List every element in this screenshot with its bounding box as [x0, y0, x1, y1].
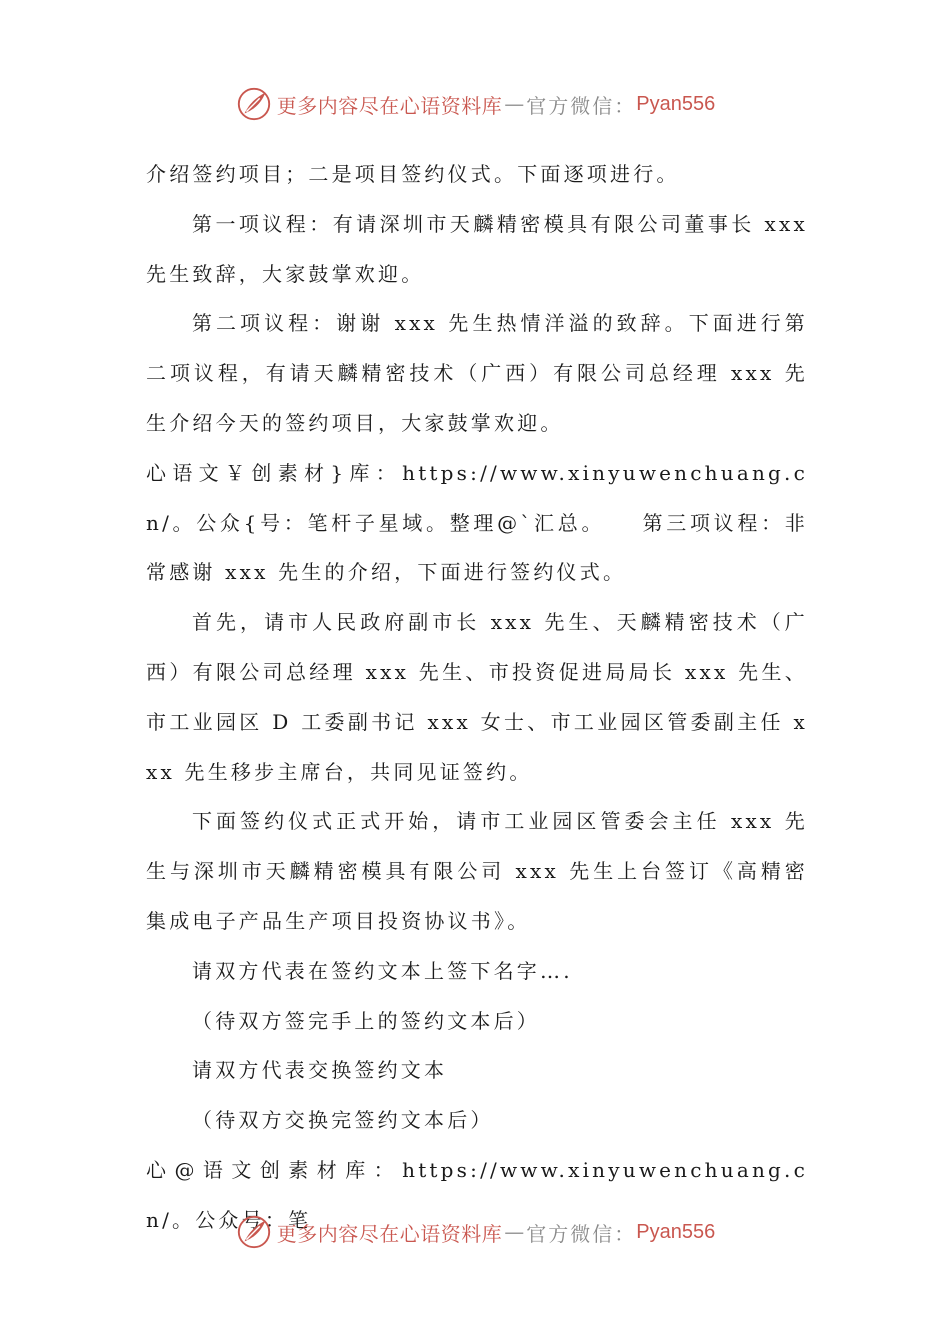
- paragraph: 心@语文创素材库：https://www.xinyuwenchuang.cn/。公众号：笔: [146, 1157, 808, 1232]
- banner-wechat-id: Pyan556: [636, 1220, 716, 1243]
- paragraph: 请双方代表在签约文本上签下名字….: [192, 958, 573, 983]
- paragraph: 下面签约仪式正式开始，请市工业园区管委会主任 xxx 先生与深圳市天麟精密模具有限公司 xxx 先生上台签订《高精密集成电子产品生产项目投资协议书》。: [146, 809, 808, 933]
- paragraph: 请双方代表交换签约文本: [192, 1058, 448, 1083]
- paragraph: （待双方交换完签约文本后）: [192, 1108, 494, 1133]
- paragraph: 首先，请市人民政府副市长 xxx 先生、天麟精密技术（广西）有限公司总经理 xxx 先生、市投资促进局局长 xxx 先生、市工业园区 D 工委副书记 xxx 女士、市工业园区管委副主任 xxx 先生移步主席台，共同见证签约。: [146, 610, 808, 784]
- paragraph: （待双方签完手上的签约文本后）: [192, 1008, 540, 1033]
- quill-logo-icon: [235, 1213, 273, 1251]
- banner-sub: 官方微信：: [526, 93, 637, 118]
- banner-text: 更多内容尽在心语资料库: [276, 1221, 503, 1246]
- banner-sub: 官方微信：: [526, 1221, 637, 1246]
- banner-separator: —: [504, 92, 525, 116]
- header-banner: [0, 82, 950, 126]
- banner-wechat-id: Pyan556: [636, 92, 716, 115]
- banner-text: 更多内容尽在心语资料库: [276, 93, 503, 118]
- document-body: [146, 150, 808, 1246]
- banner-separator: —: [504, 1220, 525, 1244]
- paragraph: 心语文￥创素材}库：https://www.xinyuwenchuang.cn/。公众{号：笔杆子星域。整理@`汇总。 第三项议程：非常感谢 xxx 先生的介绍，下面进行签约仪式。: [146, 460, 808, 585]
- footer-banner: [0, 1210, 950, 1254]
- paragraph: 介绍签约项目；二是项目签约仪式。下面逐项进行。: [146, 162, 680, 186]
- paragraph: 第二项议程：谢谢 xxx 先生热情洋溢的致辞。下面进行第二项议程，有请天麟精密技术（广西）有限公司总经理 xxx 先生介绍今天的签约项目，大家鼓掌欢迎。: [146, 311, 808, 435]
- paragraph: 第一项议程：有请深圳市天麟精密模具有限公司董事长 xxx 先生致辞，大家鼓掌欢迎。: [146, 211, 808, 286]
- quill-logo-icon: [235, 85, 273, 123]
